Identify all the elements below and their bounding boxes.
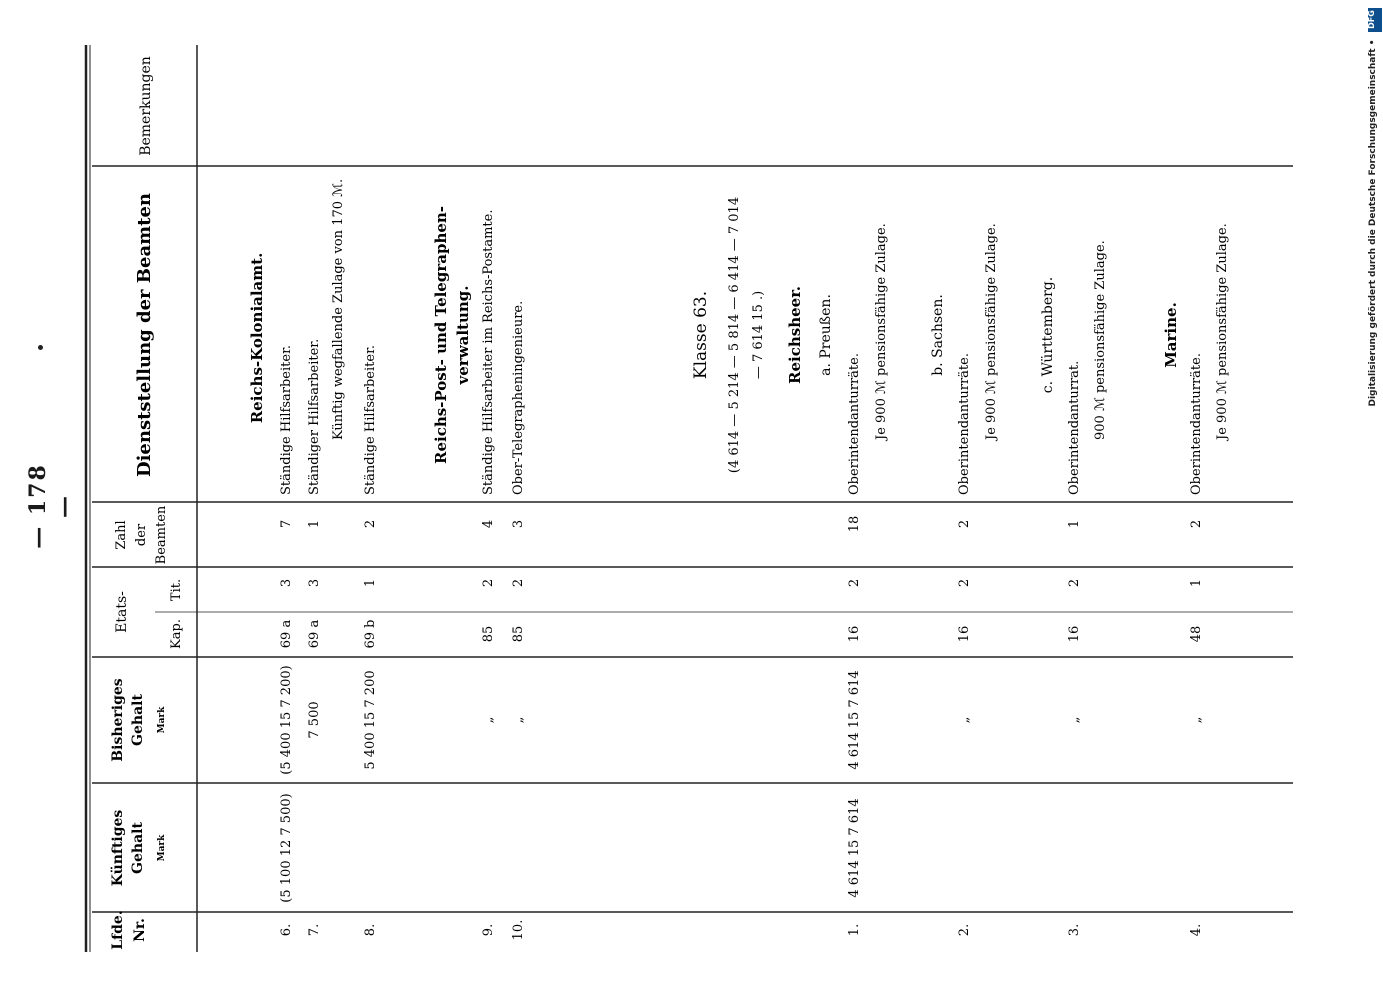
table-row (511, 301, 526, 941)
credit-text: Digitalisierung gefördert durch die Deutsche Forschungsgemeinschaft • (1368, 39, 1378, 407)
cell-kap: 69 a (307, 619, 322, 649)
header-bemerkungen: Bemerkungen (138, 56, 154, 156)
class-heading: Klasse 63. (691, 290, 711, 380)
cell-zahl: 18 (847, 515, 862, 533)
dfg-badge-text: DFG (1366, 10, 1376, 29)
cell-kuenftig: (5 100 12 7 500) (279, 793, 294, 903)
cell-bisherig: „ (1067, 716, 1082, 724)
section-heading: Reichs-Kolonialamt. (248, 252, 266, 424)
table-row (279, 345, 294, 936)
table-row (481, 210, 496, 937)
section-heading: Reichsheer. (786, 286, 804, 384)
cell-tit: 2 (847, 578, 862, 588)
cell-dienst: Oberintendanturräte. (847, 353, 862, 495)
table-row (1189, 223, 1230, 936)
cell-tit: 1 (1189, 578, 1204, 588)
table-row (307, 179, 346, 936)
row-number: 3. (1067, 923, 1082, 937)
class-salary-range-cont: — 7 614 15 .) (751, 290, 766, 380)
cell-kuenftig: 4 614 15 7 614 (847, 798, 862, 898)
row-number: 10. (511, 919, 526, 941)
cell-zahl: 4 (481, 519, 496, 529)
table-body (248, 179, 1230, 941)
cell-dienst: Ober-Telegrapheningenieure. (511, 300, 526, 495)
header-kuenftig: Künftiges (110, 809, 126, 887)
cell-tit: 2 (1067, 578, 1082, 588)
cell-tit: 2 (957, 578, 972, 588)
cell-tit: 2 (511, 578, 526, 588)
row-number: 8. (363, 923, 378, 937)
cell-kap: 48 (1189, 625, 1204, 643)
header-zahl-beamten: Beamten (154, 505, 169, 565)
cell-tit: 3 (307, 578, 322, 588)
cell-zahl: 2 (957, 519, 972, 529)
cell-kap: 69 b (363, 619, 378, 649)
cell-dienst: Oberintendanturräte. (1189, 353, 1204, 495)
cell-tit: 1 (363, 578, 378, 588)
cell-note: Je 900 ℳ pensionsfähige Zulage. (1215, 223, 1230, 440)
header-lfde: Lfde. (110, 910, 126, 950)
header-nr: Nr. (132, 918, 148, 942)
row-number: 4. (1189, 923, 1204, 937)
section-heading: Marine. (1162, 302, 1180, 368)
header-bisherig-gehalt: Gehalt (130, 694, 146, 746)
cell-bisherig: 7 500 (307, 701, 322, 739)
cell-zahl: 2 (1189, 519, 1204, 529)
header-dienst: Dienststellung der Beamten (134, 192, 155, 478)
cell-kap: 69 a (279, 619, 294, 649)
section-heading: Reichs-Post- und Telegraphen- (432, 205, 450, 465)
cell-zahl: 2 (363, 519, 378, 529)
class-salary-range: (4 614 — 5 214 — 5 814 — 6 414 — 7 014 (727, 196, 742, 474)
cell-note: Je 900 ℳ pensionsfähige Zulage. (984, 223, 999, 440)
table-row (363, 345, 378, 936)
cell-dienst: Oberintendanturräte. (957, 353, 972, 495)
cell-tit: 3 (279, 578, 294, 588)
cell-zahl: 1 (1067, 519, 1082, 529)
cell-note: Je 900 ℳ pensionsfähige Zulage. (874, 223, 889, 440)
subsection-heading: a. Preußen. (818, 294, 834, 376)
header-kuenftig-unit: Mark (157, 834, 167, 862)
cell-bisherig: „ (957, 716, 972, 724)
subsection-heading: c. Württemberg. (1040, 276, 1056, 394)
cell-bisherig: (5 400 15 7 200) (279, 665, 294, 775)
header-kuenftig-gehalt: Gehalt (130, 822, 146, 874)
cell-bisherig: „ (481, 716, 496, 724)
cell-kap: 16 (1067, 625, 1082, 643)
cell-dienst: Ständige Hilfsarbeiter. (363, 345, 378, 495)
cell-dienst: Ständiger Hilfsarbeiter. (307, 338, 322, 495)
row-number: 1. (847, 923, 862, 937)
cell-bisherig: „ (1189, 716, 1204, 724)
row-number: 2. (957, 923, 972, 937)
cell-bisherig: 5 400 15 7 200 (363, 670, 378, 770)
row-number: 9. (481, 923, 496, 937)
cell-zahl: 3 (511, 519, 526, 529)
header-bisherig-unit: Mark (157, 706, 167, 734)
header-tit: Tit. (169, 578, 184, 602)
cell-note: 900 ℳ pensionsfähige Zulage. (1093, 240, 1108, 440)
cell-zahl: 1 (307, 519, 322, 529)
header-etats: Etats- (114, 591, 130, 633)
cell-bisherig: 4 614 15 7 614 (847, 670, 862, 770)
row-number: 7. (307, 923, 322, 937)
header-zahl-der: der (134, 523, 149, 547)
cell-bisherig: „ (511, 716, 526, 724)
page-number-text: — 178 — (25, 463, 77, 549)
header-kap: Kap. (169, 619, 184, 649)
header-bisherig: Bisheriges (110, 678, 126, 762)
header-zahl: Zahl (114, 520, 129, 550)
subsection-heading: b. Sachsen. (930, 294, 946, 376)
cell-kap: 16 (847, 625, 862, 643)
cell-dienst: Oberintendanturrat. (1067, 360, 1082, 495)
cell-kap: 16 (957, 625, 972, 643)
table-row (847, 223, 889, 936)
cell-tit: 2 (481, 578, 496, 588)
table-grid (86, 45, 1293, 952)
table-row (957, 223, 999, 936)
table-row (1067, 240, 1108, 936)
cell-dienst: Ständige Hilfsarbeiter. (279, 345, 294, 495)
cell-kap: 85 (481, 625, 496, 643)
cell-zahl: 7 (279, 519, 294, 529)
row-number: 6. (279, 923, 294, 937)
cell-note: Künftig wegfallende Zulage von 170 ℳ. (331, 178, 346, 440)
section-heading-cont: verwaltung. (454, 285, 472, 385)
header-row (110, 56, 184, 950)
cell-kap: 85 (511, 625, 526, 643)
cell-dienst: Ständige Hilfsarbeiter im Reichs-Postamte. (481, 209, 496, 495)
